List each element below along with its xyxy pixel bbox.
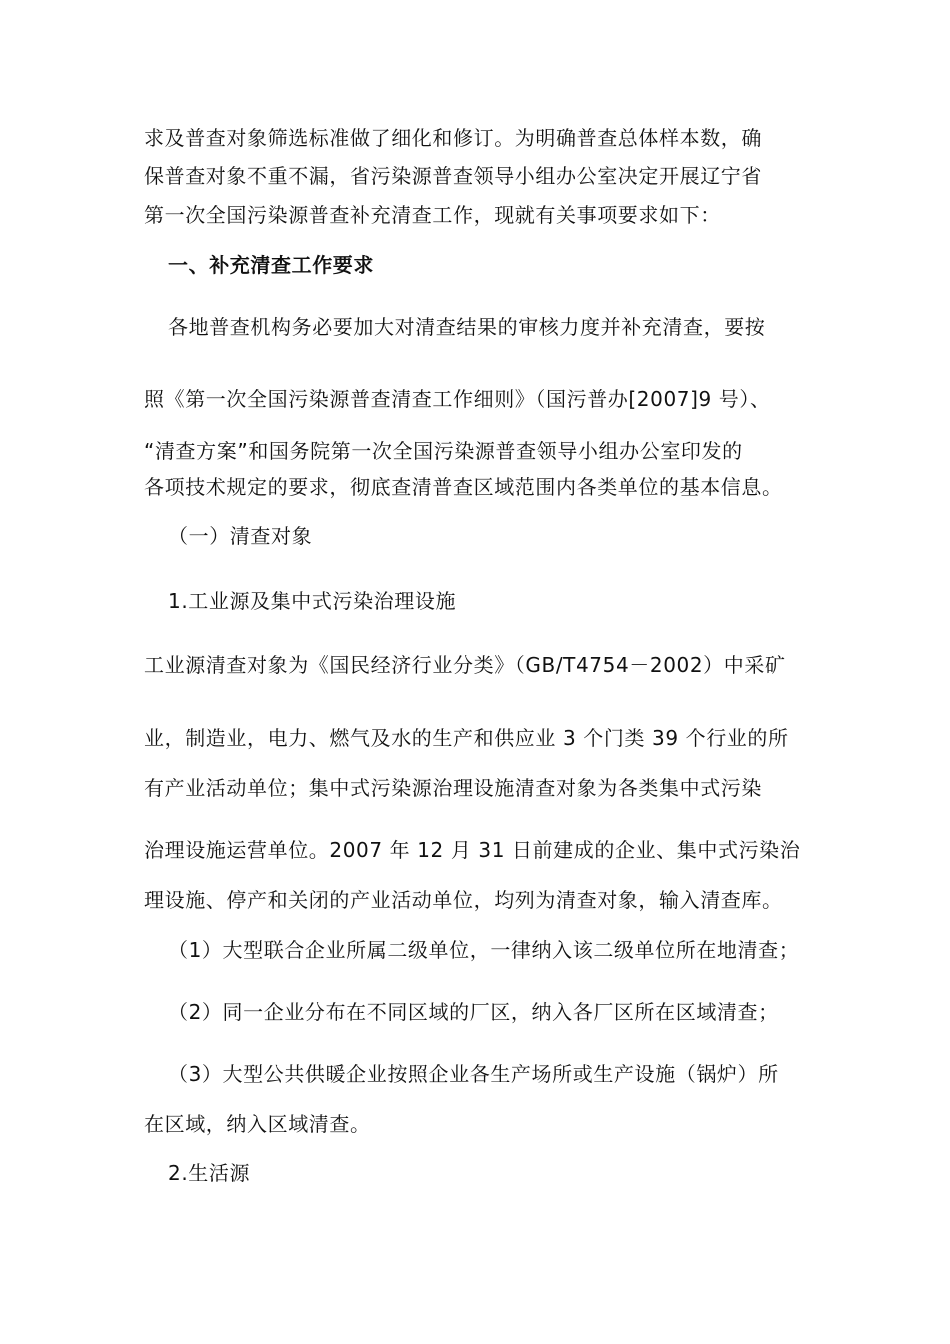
item-heading-domestic: 2.生活源: [168, 1161, 251, 1185]
section-heading: 一、补充清查工作要求: [168, 253, 374, 277]
subsection-heading: （一）清查对象: [168, 524, 313, 548]
list-item-3: （3）大型公共供暖企业按照企业各生产场所或生产设施（锅炉）所: [168, 1062, 779, 1086]
item-heading-industrial: 1.工业源及集中式污染治理设施: [168, 589, 457, 613]
paragraph-line-15: 理设施、停产和关闭的产业活动单位，均列为清查对象，输入清查库。: [144, 888, 783, 912]
paragraph-line-11: 工业源清查对象为《国民经济行业分类》（GB/T4754－2002）中采矿: [144, 653, 786, 677]
paragraph-line-14: 治理设施运营单位。2007 年 12 月 31 日前建成的企业、集中式污染治: [144, 838, 801, 862]
paragraph-line-8: 各项技术规定的要求，彻底查清普查区域范围内各类单位的基本信息。: [144, 475, 783, 499]
paragraph-line-2: 保普查对象不重不漏，省污染源普查领导小组办公室决定开展辽宁省: [144, 164, 762, 188]
list-item-2: （2）同一企业分布在不同区域的厂区，纳入各厂区所在区域清查；: [168, 1000, 779, 1024]
paragraph-line-3: 第一次全国污染源普查补充清查工作，现就有关事项要求如下：: [144, 203, 721, 227]
paragraph-line-5: 各地普查机构务必要加大对清查结果的审核力度并补充清查，要按: [168, 315, 766, 339]
paragraph-line-1: 求及普查对象筛选标准做了细化和修订。为明确普查总体样本数，确: [144, 126, 762, 150]
paragraph-line-7: “清查方案”和国务院第一次全国污染源普查领导小组办公室印发的: [144, 439, 743, 463]
paragraph-line-12: 业，制造业，电力、燃气及水的生产和供应业 3 个门类 39 个行业的所: [144, 726, 789, 750]
list-item-3-continued: 在区域，纳入区域清查。: [144, 1112, 371, 1136]
paragraph-line-6: 照《第一次全国污染源普查清查工作细则》（国污普办[2007]9 号）、: [144, 387, 771, 411]
list-item-1: （1）大型联合企业所属二级单位，一律纳入该二级单位所在地清查；: [168, 938, 800, 962]
paragraph-line-13: 有产业活动单位；集中式污染源治理设施清查对象为各类集中式污染: [144, 776, 762, 800]
